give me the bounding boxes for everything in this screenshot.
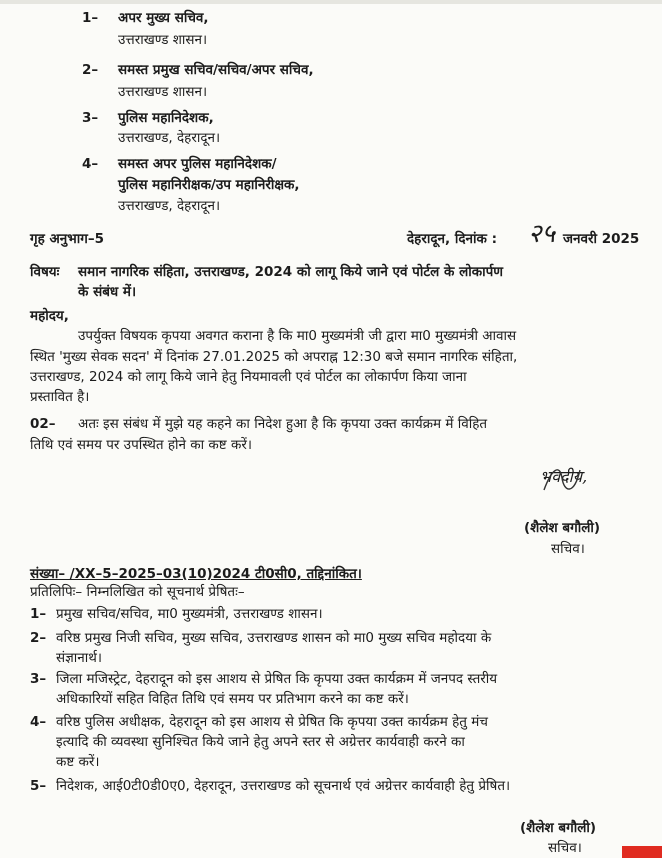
copy-item-number: 5– xyxy=(30,778,47,794)
copy-item-line: संज्ञानार्थ। xyxy=(56,650,103,666)
paragraph-line: अतः इस संबंध में मुझे यह कहने का निदेश हुआ है कि कृपया उक्त कार्यक्रम में विहित xyxy=(78,416,488,432)
copy-item-line: वरिष्ठ पुलिस अधीक्षक, देहरादून को इस आशय से प्रेषित कि कृपया उक्त कार्यक्रम हेतु मंच xyxy=(56,714,488,730)
copy-item-number: 3– xyxy=(30,671,47,687)
copy-item-number: 2– xyxy=(30,630,47,646)
copy-item-number: 1– xyxy=(30,606,47,622)
signature-scribble xyxy=(540,460,590,500)
addressee-line: अपर मुख्य सचिव, xyxy=(118,10,209,26)
section-name: गृह अनुभाग–5 xyxy=(30,231,105,247)
date-month-year: जनवरी 2025 xyxy=(563,231,640,247)
reference-number: संख्या– /XX–5–2025–03(10)2024 टी0सी0, तद्दिनांकित। xyxy=(30,566,362,582)
paragraph-line: प्रस्तावित है। xyxy=(30,389,90,405)
copy-item-line: वरिष्ठ प्रमुख निजी सचिव, मुख्य सचिव, उत्तराखण्ड शासन को मा0 मुख्य सचिव महोदया के xyxy=(56,630,492,646)
copy-item-line: जिला मजिस्ट्रेट, देहरादून को इस आशय से प्रेषित कि कृपया उक्त कार्यक्रम में जनपद स्तरीय xyxy=(56,671,498,687)
page-top-edge xyxy=(0,0,662,4)
corner-color-mark xyxy=(622,846,662,858)
addressee-number: 4– xyxy=(82,156,99,172)
addressee-number: 2– xyxy=(82,62,99,78)
addressee-line: उत्तराखण्ड शासन। xyxy=(118,32,208,48)
addressee-line: समस्त प्रमुख सचिव/सचिव/अपर सचिव, xyxy=(118,62,314,78)
addressee-line: उत्तराखण्ड, देहरादून। xyxy=(118,130,221,146)
signatory-title: सचिव। xyxy=(551,541,585,557)
addressee-line: समस्त अपर पुलिस महानिदेशक/ xyxy=(118,156,277,172)
addressee-number: 1– xyxy=(82,10,99,26)
copy-item-line: निदेशक, आई0टी0डी0ए0, देहरादून, उत्तराखण्ड को सूचनार्थ एवं अग्रेत्तर कार्यवाही हेतु प्रेषित। xyxy=(56,778,511,794)
signatory-name: (शैलेश बगौली) xyxy=(524,520,601,536)
addressee-number: 3– xyxy=(82,110,99,126)
subject-text: समान नागरिक संहिता, उत्तराखण्ड, 2024 को लागू किये जाने एवं पोर्टल के लोकार्पण xyxy=(78,264,504,280)
paragraph-line: उत्तराखण्ड, 2024 को लागू किये जाने हेतु नियमावली एवं पोर्टल का लोकार्पण किया जाना xyxy=(30,369,467,385)
paragraph-line: तिथि एवं समय पर उपस्थित होने का कष्ट करें। xyxy=(30,437,252,453)
copy-heading: प्रतिलिपिः– निम्नलिखित को सूचनार्थ प्रेषितः– xyxy=(30,584,245,600)
handwritten-date-day: २५ xyxy=(528,219,556,249)
addressee-line: पुलिस महानिरीक्षक/उप महानिरीक्षक, xyxy=(118,177,300,193)
subject-text: के संबंध में। xyxy=(78,284,137,300)
salutation: महोदय, xyxy=(30,308,69,324)
copy-item-number: 4– xyxy=(30,714,47,730)
addressee-line: पुलिस महानिदेशक, xyxy=(118,110,214,126)
subject-label: विषयः xyxy=(30,264,60,280)
closing: भवदीय, xyxy=(540,467,588,486)
paragraph-line: स्थित 'मुख्य सेवक सदन' में दिनांक 27.01.2025 को अपराह्न 12:30 बजे समान नागरिक संहिता, xyxy=(30,349,518,365)
copy-item-line: कष्ट करें। xyxy=(56,754,100,770)
addressee-line: उत्तराखण्ड शासन। xyxy=(118,84,208,100)
signatory2-title: सचिव। xyxy=(548,840,582,856)
paragraph-number: 02– xyxy=(30,416,56,432)
copy-item-line: प्रमुख सचिव/सचिव, मा0 मुख्यमंत्री, उत्तराखण्ड शासन। xyxy=(56,606,323,622)
copy-item-line: इत्यादि की व्यवस्था सुनिश्चित किये जाने हेतु अपने स्तर से अग्रेत्तर कार्यवाही करने का xyxy=(56,734,465,750)
place-date-label: देहरादून, दिनांक : xyxy=(407,231,497,247)
signatory2-name: (शैलेश बगौली) xyxy=(520,820,597,836)
copy-item-line: अधिकारियों सहित विहित तिथि एवं समय पर प्रतिभाग करने का कष्ट करें। xyxy=(56,691,409,707)
paragraph-line: उपर्युक्त विषयक कृपया अवगत कराना है कि मा0 मुख्यमंत्री जी द्वारा मा0 मुख्यमंत्री आवास xyxy=(78,328,517,344)
addressee-line: उत्तराखण्ड, देहरादून। xyxy=(118,198,221,214)
